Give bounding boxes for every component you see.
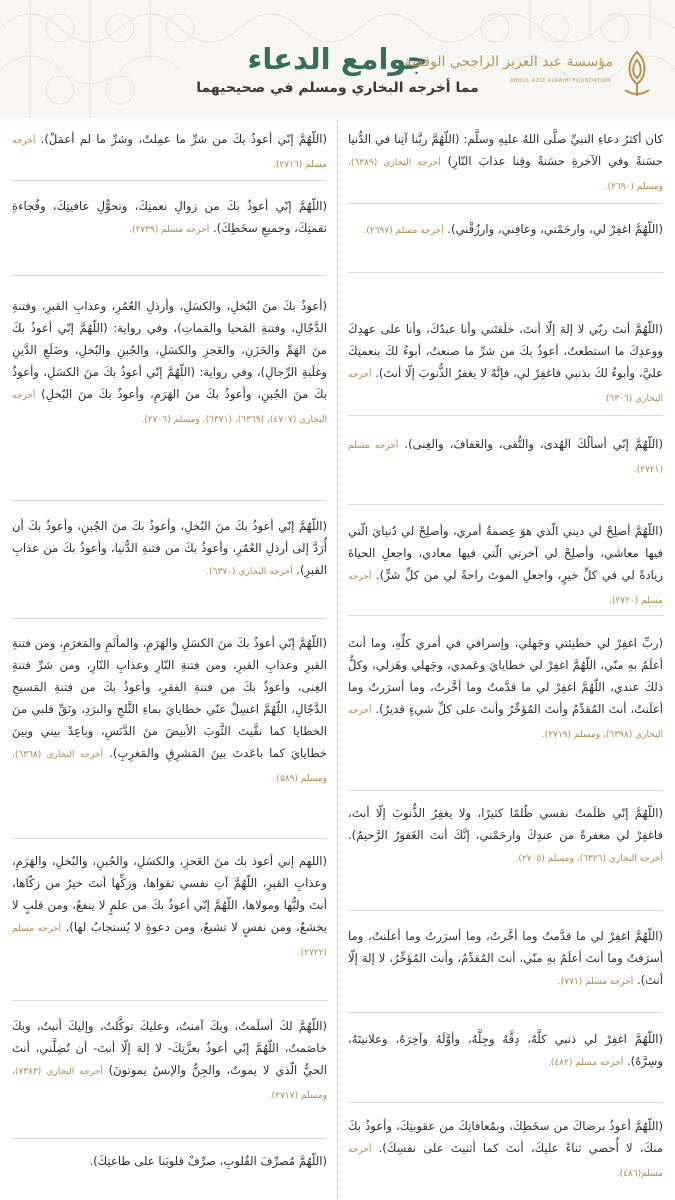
dua-text: (اللّهُمَّ إنّي أعوذُ بكَ منَ الكسَلِ والهَرَمِ، والمأثَمِ والمَغرَمِ، ومن فتنةِ القبرِ وعذابِ القبرِ، ومن فتنةِ النّارِ وعذابِ النّارِ، ومن شرِّ فتنةِ الغِنى، وأعوذُ بكَ من فتنةِ الفقرِ، وأعوذُ بكَ من فتنةِ المَسيحِ الدَّجّالِ، اللّهُمَّ اغسِلْ عنّي خطايايَ بماءِ الثَّلجِ والبرَدِ، ونَقِّ قلبي منَ الخطايا كما نقَّيتَ الثَّوبَ الأبيضَ منَ الدَّنَسِ، وباعِدْ بيني وبينَ خطايايَ كما باعَدتَ بينَ المَشرِقِ والمَغرِبِ). [12,636,328,760]
dua-text: (أعوذُ بكَ منَ البُخلِ، والكسَلِ، وأرذلِ العُمُرِ، وعذابِ القبرِ، وفتنةِ الدَّجّالِ، وفتنةِ المَحيا والمَماتِ)، وفي رواية: (اللّهُمَّ إنّي أعوذُ بكَ منَ الهَمِّ والحَزَنِ، والعَجزِ والكسَلِ، والجُبنِ والبُخلِ، وضَلَعِ الدَّينِ وغلَبةِ الرِّجالِ)، وفي رواية: (اللّهُمَّ إنّي أعوذُ بكَ منَ الكسَلِ، وأعوذُ بكَ منَ الجُبنِ، وأعوذُ بكَ منَ الهَرَمِ، وأعوذُ بكَ منَ البُخلِ) [12,299,328,401]
dua-item [12,515,327,583]
dua-text: (اللّهُمَّ أنتَ ربّي لا إلهَ إلّا أنتَ، خلَقتَني وأنا عبدُكَ، وأنا على عهدِكَ ووعدِكَ ما استطعتُ، أعوذُ بكَ من شرِّ ما صنعتُ، أبوءُ لكَ بنعمتِكَ عليَّ، وأبوءُ لكَ بذنبي فاغفِرْ لي، فإنَّهُ لا يغفرُ الذُّنوبَ إلّا أنتَ). [348,322,663,380]
dua-text: (اللّهُمَّ إنّي أعوذُ بكَ منَ البُخلِ، وأعوذُ بكَ منَ الجُبنِ، وأعوذُ بكَ أن أُرَدَّ إلى أرذلِ العُمُرِ، وأعوذُ بكَ من فتنةِ الدُّنيا، وأعوذُ بكَ من عذابِ القبرِ). [12,519,327,577]
item-separator [12,838,327,839]
foundation-emblem-icon [617,46,657,102]
dua-item [348,925,663,993]
item-separator [348,1012,663,1013]
dua-text: (اللّهُمَّ إنّي أسألُكَ الهُدى، والتُّقى، والعَفافَ، والغِنى). [404,437,663,451]
dua-text: (اللّهُمَّ إنّي أعوذُ بكَ من زوالِ نعمتِكَ، وتحوُّلِ عافيتِكَ، وفُجاءةِ نقمتِكَ، وجميعِ سخَطِكَ). [12,199,327,235]
dua-text: (اللّهُمَّ اغفِرْ لي ما قدَّمتُ وما أخَّرتُ، وما أسرَرتُ وما أعلَنتُ، وما أسرَفتُ وما أنتَ أعلَمُ بهِ منّي، أنتَ المُقدِّمُ، وأنتَ المُؤخِّرُ، لا إلهَ إلّا أنتَ). [348,929,663,987]
dua-source: أخرجه مسلم (٢٧٢٠). [348,572,663,606]
dua-source: أخرجه مسلم (٤٨٢). [547,1058,624,1068]
dua-source: أخرجه مسلم (٢٦٩٧). [363,226,444,236]
left-column [12,120,327,1200]
dua-columns [0,120,675,1200]
dua-source: أخرجه البخاري (٧٣٨٣)، ومسلم (٢٧١٧). [12,1067,327,1101]
item-separator [348,615,663,616]
dua-source: أخرجه مسلم(٤٨٦). [348,1145,663,1179]
dua-source: أخرجه البخاري (٤٧٠٧)، (٦٣٦٩)، (٦٣٧١)، ومسلم (٢٧٠٦). [12,391,327,425]
dua-item [12,128,327,176]
dua-text: (ربِّ اغفِرْ لي خطيئتي وجَهلي، وإسرافي في أمري كلِّهِ، وما أنتَ أعلَمُ بهِ منّي، اللّهُمَّ اغفِرْ لي خطايايَ وعَمدي، وجَهلي وهَزلي، وكلُّ ذلكَ عندي، اللّهُمَّ اغفِرْ لي ما قدَّمتُ وما أخَّرتُ، وما أسرَرتُ وما أعلَنتُ، أنتَ المُقدِّمُ وأنتَ المُؤخِّرُ وأنتَ على كلِّ شيءٍ قديرٌ). [348,636,663,716]
dua-item [12,195,327,241]
foundation-logo [404,46,657,102]
dua-source: أخرجه مسلم (٢٧٣٩). [129,225,210,235]
column-divider [337,120,338,1200]
dua-item [12,850,327,964]
dua-source: أخرجه البخاري (٦٣٨٩)، ومسلم (٢٦٩٠). [348,158,663,192]
item-separator [348,910,663,911]
dua-text: (اللّهُمَّ إنّي ظلَمتُ نفسي ظُلمًا كثيرًا، ولا يغفِرُ الذُّنوبَ إلّا أنتَ، فاغفِرْ لي مغفرةً من عندِكَ وارحَمْني، إنَّكَ أنتَ الغَفورُ الرَّحيمُ). [348,806,663,842]
item-separator [12,618,327,619]
item-separator [348,790,663,791]
dua-item [12,295,327,431]
dua-item [12,1015,327,1107]
dua-source: أخرجه البخاري (٦٣٢٦)، ومسلم (٢٧٠٥). [515,854,663,864]
dua-source: أخرجه البخاري (٦٣٩٨)، ومسلم (٢٧١٩). [348,706,663,740]
item-separator [12,1000,327,1001]
dua-text: (اللهم إني أعوذ بك منَ العَجزِ، والكسَلِ، والجُبنِ، والبُخلِ، والهَرَمِ، وعذابِ القبرِ، اللّهُمَّ آتِ نفسي تقواها، وزكِّها أنتَ خيرُ من زكّاها، أنتَ وليُّها ومولاها، اللّهُمَّ إنّي أعوذُ بكَ من علمٍ لا ينفعُ، ومن قلبٍ لا يخشعُ، ومن نفسٍ لا تشبعُ، ومن دعوةٍ لا يُستجابُ لها). [12,854,327,934]
dua-item [348,802,663,870]
dua-item [348,128,663,198]
dua-text: (اللّهُمَّ أصلِحْ لي ديني الّذي هوَ عِصمةُ أمري، وأصلِحْ لي دُنيايَ الّتي فيها معاشي، وأصلِحْ لي آخرتي الّتي فيها معادي، واجعلِ الحياةَ زيادةً لي في كلِّ خيرٍ، واجعلِ الموتَ راحةً لي من كلِّ شرٍّ). [348,524,663,582]
right-column [348,120,663,1200]
dua-text: (اللّهُمَّ مُصرِّفَ القُلوبِ، صرِّفْ قلوبَنا على طاعتِكَ). [89,1154,327,1168]
dua-text: (اللّهُمَّ اغفِرْ لي، وارحَمْني، وعافِني، وارزُقْني). [447,222,663,236]
item-separator [348,415,663,416]
item-separator [12,500,327,501]
item-separator [12,180,327,181]
dua-item [348,318,663,410]
item-separator [348,203,663,204]
item-separator [348,1102,663,1103]
dua-text: (اللّهُمَّ إنّي أعوذُ بكَ من شرِّ ما عمِلتُ، وشرِّ ما لم أعمَلْ). [40,132,327,146]
dua-source: أخرجه مسلم (٢٧٢٢). [12,924,327,958]
page-header [0,0,675,118]
dua-item [348,433,663,481]
dua-text: (اللّهُمَّ اغفِرْ لي ذنبي كلَّهُ، دِقَّهُ وجِلَّهُ، وأوَّلَهُ وآخِرَهُ، وعلانيتَهُ، وسِرَّهُ). [348,1032,663,1068]
dua-text: (اللّهُمَّ أعوذُ برضاكَ من سخَطِكَ، وبمُعافاتِكَ من عقوبتِكَ، وأعوذُ بكَ منكَ، لا أُحصي ثناءً عليكَ، أنتَ كما أثنيتَ على نفسِكَ). [348,1119,663,1155]
dua-source: أخرجه البخاري (٦٣٦٨)، ومسلم (٥٨٩). [12,750,327,784]
dua-source: أخرجه مسلم (٢٧١٦). [12,136,327,170]
logo-english-name: ABDUL AZIZ ALRAJHI FOUNDATION [510,78,611,84]
dua-item [348,632,663,746]
page-subtitle: مما أخرجه البخاري ومسلم في صحيحيهما [196,80,479,96]
dua-item [348,1115,663,1185]
logo-arabic-name: مؤسسة عبد العزيز الراجحي الوقفية [404,54,613,70]
dua-text: كان أكثرُ دعاءِ النبيِّ صلَّى اللهُ عليهِ وسلَّم: (اللّهُمَّ ربَّنا آتِنا في الدُّنيا حسَنةً وفي الآخرةِ حسَنةً وقِنا عذابَ النّارِ) [348,132,663,168]
dua-source: أخرجه مسلم (٢٧٢١). [348,441,663,475]
dua-item [12,1150,327,1172]
page-title: جوامع الدعاء [247,42,428,76]
dua-source: أخرجه مسلم (٧٧١). [557,977,634,987]
dua-item [348,520,663,612]
dua-source: أخرجه البخاري (٦٣٧٠). [206,567,293,577]
item-separator [348,504,663,505]
dua-item [12,632,327,790]
item-separator [12,1138,327,1139]
item-separator [12,275,327,276]
dua-item [348,218,663,242]
item-separator [348,272,663,273]
dua-source: أخرجه البخاري (٦٣٠٦) [348,370,663,404]
dua-item [348,1028,663,1074]
dua-text: (اللّهُمَّ لكَ أسلَمتُ، وبكَ آمنتُ، وعليكَ توكَّلتُ، وإليكَ أنبتُ، وبكَ خاصَمتُ، اللّهُمَّ إنّي أعوذُ بعزَّتِكَ- لا إلهَ إلّا أنتَ- أن تُضِلَّني، أنتَ الحيُّ الّذي لا يموتُ، والجِنُّ والإنسُ يموتونَ) [12,1019,328,1077]
